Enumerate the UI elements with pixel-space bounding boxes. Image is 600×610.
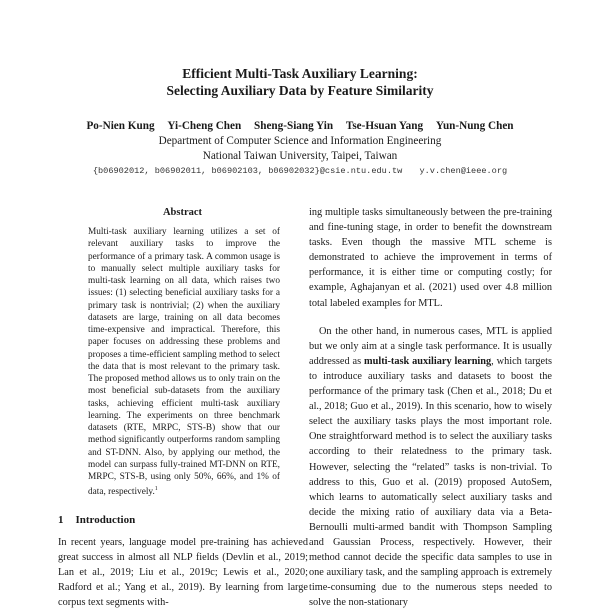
right-column bbox=[309, 205, 552, 610]
title-line-1: Efficient Multi-Task Auxiliary Learning: bbox=[182, 66, 418, 81]
author-emails bbox=[0, 165, 600, 177]
footnote-mark: 1 bbox=[154, 486, 158, 493]
email-group: {b06902012, b06902011, b06902103, b06902032}@csie.ntu.edu.tw bbox=[92, 166, 403, 176]
author-name: Yi-Cheng Chen bbox=[167, 120, 242, 132]
title-line-2: Selecting Auxiliary Data by Feature Similarity bbox=[166, 83, 434, 98]
author-name: Yun-Nung Chen bbox=[435, 120, 514, 132]
section-title: Introduction bbox=[75, 514, 136, 526]
author-name: Sheng-Siang Yin bbox=[254, 120, 334, 132]
right-paragraph-2 bbox=[309, 324, 552, 610]
email-single: y.v.chen@ieee.org bbox=[419, 166, 508, 176]
bold-term: multi-task auxiliary learning bbox=[364, 355, 492, 367]
intro-left-column bbox=[58, 535, 308, 610]
paper-title bbox=[0, 65, 600, 99]
abstract-heading: Abstract bbox=[162, 207, 203, 218]
section-heading bbox=[58, 514, 135, 526]
affiliation-line-2: National Taiwan University, Taipei, Taiwan bbox=[202, 150, 398, 162]
abstract-body bbox=[88, 226, 280, 499]
intro-paragraph: In recent years, language model pre-training has achieved great success in almost all NLP fields (Devlin et al., 2019; Lan et al., 2019; Liu et al., 2019c; Lewis et al., 2020; Radford et al.; Yang et al., 2019). By learning from large corpus text segments with- bbox=[58, 537, 308, 609]
author-name: Po-Nien Kung bbox=[86, 120, 155, 132]
right-paragraph-2-rest: , which targets to introduce auxiliary tasks and datasets to boost the performance of the primary task (Chen et al., 2018; Du et al., 2018; Guo et al., 2019). In this scenario, how to wisely select the auxiliary tasks plays the most important role. One straightforward method is to select the auxiliary tasks according to their relatedness to the primary task. However, selecting the “related” tasks is non-trivial. To address to this, Guo et al. (2019) proposed AutoSem, which learns to automatically select auxiliary tasks and decide the mixing ratio of auxiliary data via a Beta-Bernoulli multi-armed bandit with Thompson Sampling and Gaussian Process, respectively. However, their method cannot decide the specific data samples to use in one auxiliary task, and the sampling approach is extremely time-consuming due to the numerous steps needed to solve the non-stationary bbox=[309, 355, 552, 609]
author-list bbox=[0, 119, 600, 134]
right-paragraph-1: ing multiple tasks simultaneously between the pre-training and fine-tuning stage, in order to benefit the downstream tasks. Even though the massive MTL scheme is demonstrated to achieve the improvement in terms of performance, it is either time or computing costly; for example, Aghajanyan et al. (2021) used over 4.8 million total labeled examples for MTL. bbox=[309, 207, 552, 309]
author-name: Tse-Hsuan Yang bbox=[345, 120, 424, 132]
abstract-text: Multi-task auxiliary learning utilizes a set of relevant auxiliary tasks to improve the performance of a primary task. A common usage is to manually select multiple auxiliary tasks for multi-task learning on all data, which raises two issues: (1) selecting beneficial auxiliary tasks for a primary task is nontrivial; (2) when the auxiliary datasets are large, training on all data becomes time-expensive and impractical. Therefore, this paper focuses on addressing these problems and proposes a time-efficient sampling method to select the data that is most relevant to the primary task. The proposed method allows us to only train on the most beneficial sub-datasets from the auxiliary tasks, achieving efficient multi-task auxiliary learning. The experiments on three benchmark datasets (RTE, MRPC, STS-B) show that our method significantly outperforms random sampling and ST-DNN. Also, by applying our method, the model can surpass fully-trained MT-DNN on RTE, MRPC, STS-B, using only 50%, 66%, and 1% of data, respectively. bbox=[88, 227, 280, 498]
affiliation-line-1: Department of Computer Science and Information Engineering bbox=[158, 135, 442, 147]
section-number: 1 bbox=[58, 514, 64, 526]
right-paragraph-2-start: On the other hand, in numerous cases, MTL is applied but we only aim at a single task performance. It is usually addressed as bbox=[309, 325, 552, 367]
